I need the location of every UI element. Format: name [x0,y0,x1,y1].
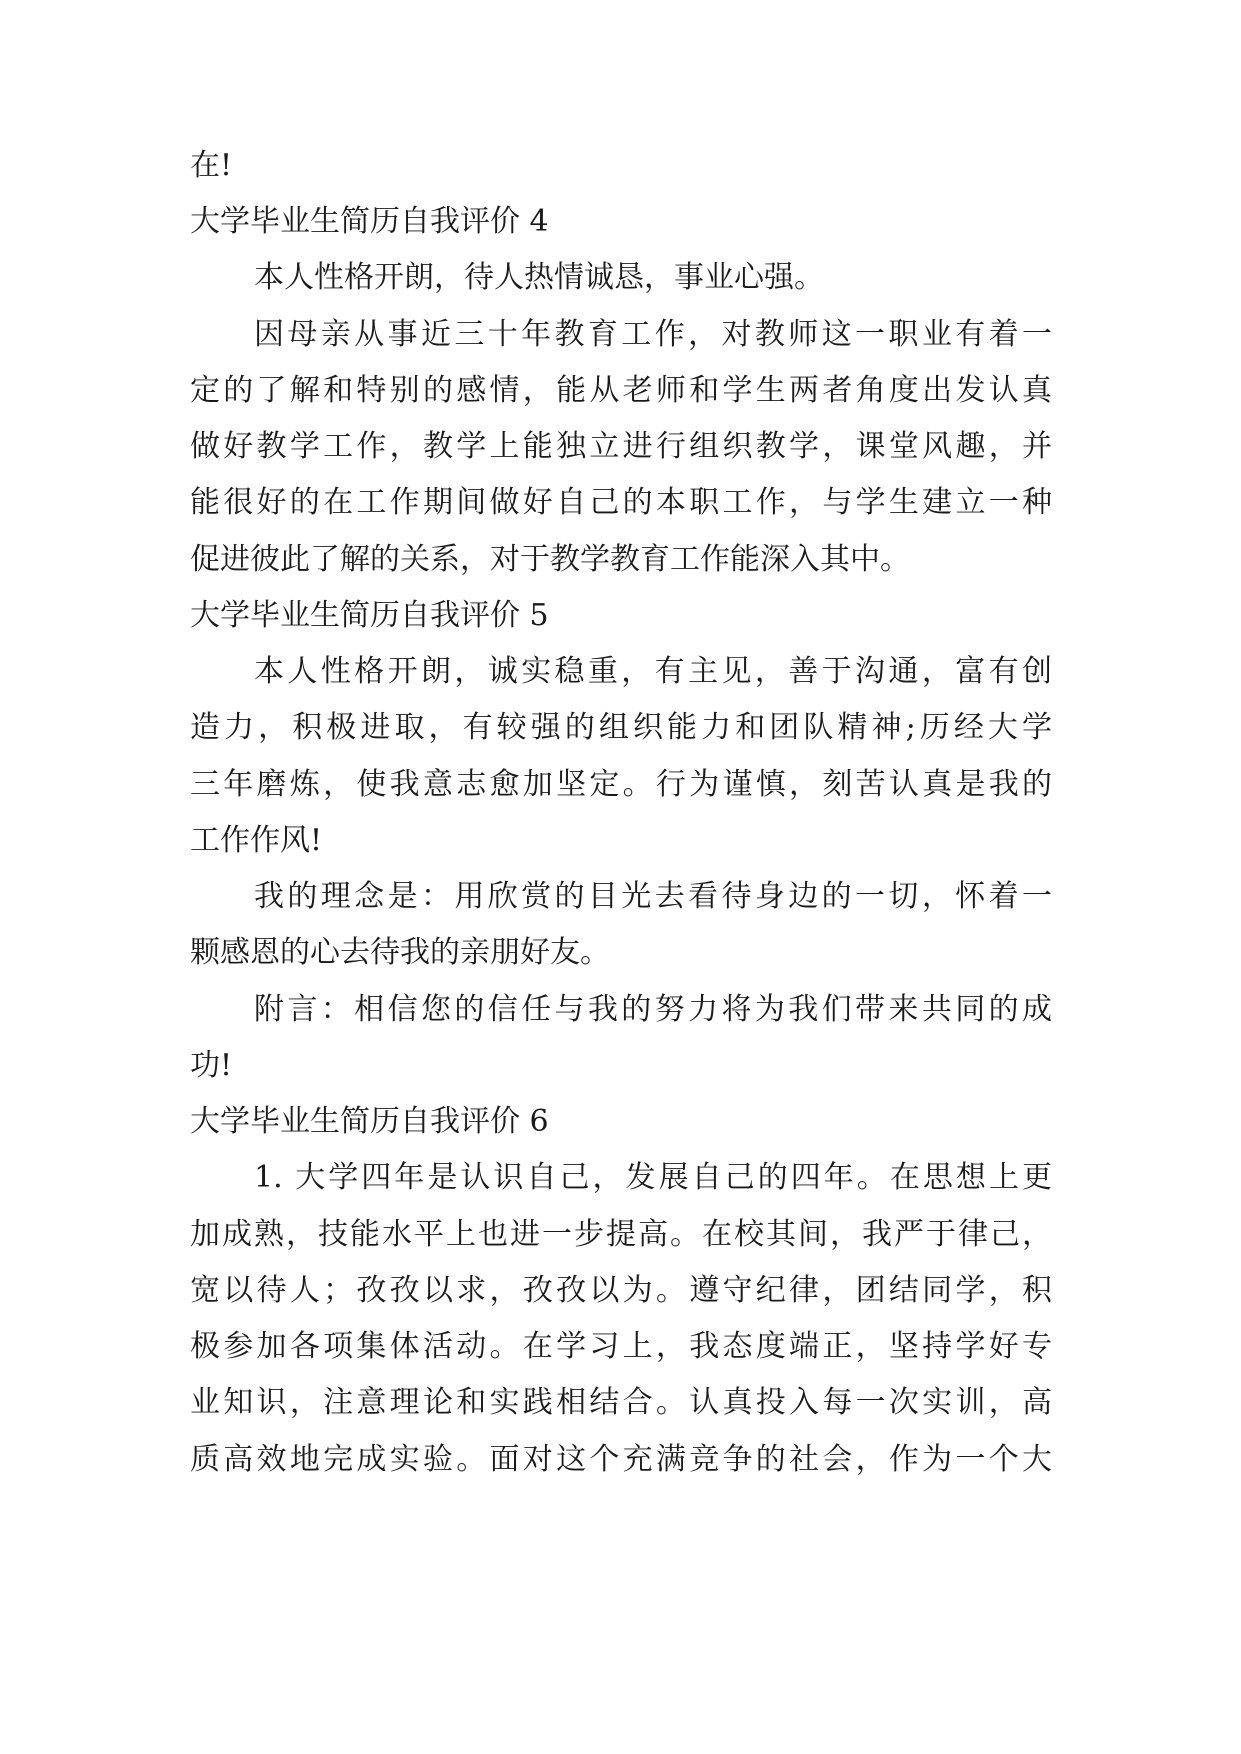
paragraph-line: 功! [190,1048,233,1083]
section-heading: 大学毕业生简历自我评价 4 [190,204,549,239]
section-heading: 大学毕业生简历自我评价 5 [190,598,549,633]
section-heading: 大学毕业生简历自我评价 6 [190,1104,549,1139]
paragraph-line: 造力，积极进取，有较强的组织能力和团队精神;历经大学 [190,710,1052,745]
paragraph-line: 质高效地完成实验。面对这个充满竞争的社会，作为一个大 [190,1442,1052,1477]
paragraph-line: 促进彼此了解的关系，对于教学教育工作能深入其中。 [190,542,910,577]
paragraph-line: 1. 大学四年是认识自己，发展自己的四年。在思想上更 [254,1160,1052,1195]
paragraph-line: 工作作风! [190,823,323,858]
paragraph-line: 加成熟，技能水平上也进一步提高。在校其间，我严于律己， [190,1217,1052,1252]
paragraph-line: 定的了解和特别的感情，能从老师和学生两者角度出发认真 [190,373,1052,408]
paragraph-line: 极参加各项集体活动。在学习上，我态度端正，坚持学好专 [190,1329,1052,1364]
paragraph-line: 附言：相信您的信任与我的努力将为我们带来共同的成 [254,992,1052,1027]
paragraph-line: 本人性格开朗，诚实稳重，有主见，善于沟通，富有创 [254,654,1052,689]
text-line: 在! [190,148,233,183]
paragraph-line: 颗感恩的心去待我的亲朋好友。 [190,935,610,970]
paragraph-line: 宽以待人；孜孜以求，孜孜以为。遵守纪律，团结同学，积 [190,1273,1052,1308]
paragraph-line: 三年磨炼，使我意志愈加坚定。行为谨慎，刻苦认真是我的 [190,767,1052,802]
paragraph-line: 因母亲从事近三十年教育工作，对教师这一职业有着一 [254,317,1052,352]
paragraph-line: 能很好的在工作期间做好自己的本职工作，与学生建立一种 [190,485,1052,520]
paragraph-line: 本人性格开朗，待人热情诚恳，事业心强。 [254,260,824,295]
paragraph-line: 我的理念是：用欣赏的目光去看待身边的一切，怀着一 [254,879,1052,914]
paragraph-line: 做好教学工作，教学上能独立进行组织教学，课堂风趣，并 [190,429,1052,464]
paragraph-line: 业知识，注意理论和实践相结合。认真投入每一次实训，高 [190,1385,1052,1420]
